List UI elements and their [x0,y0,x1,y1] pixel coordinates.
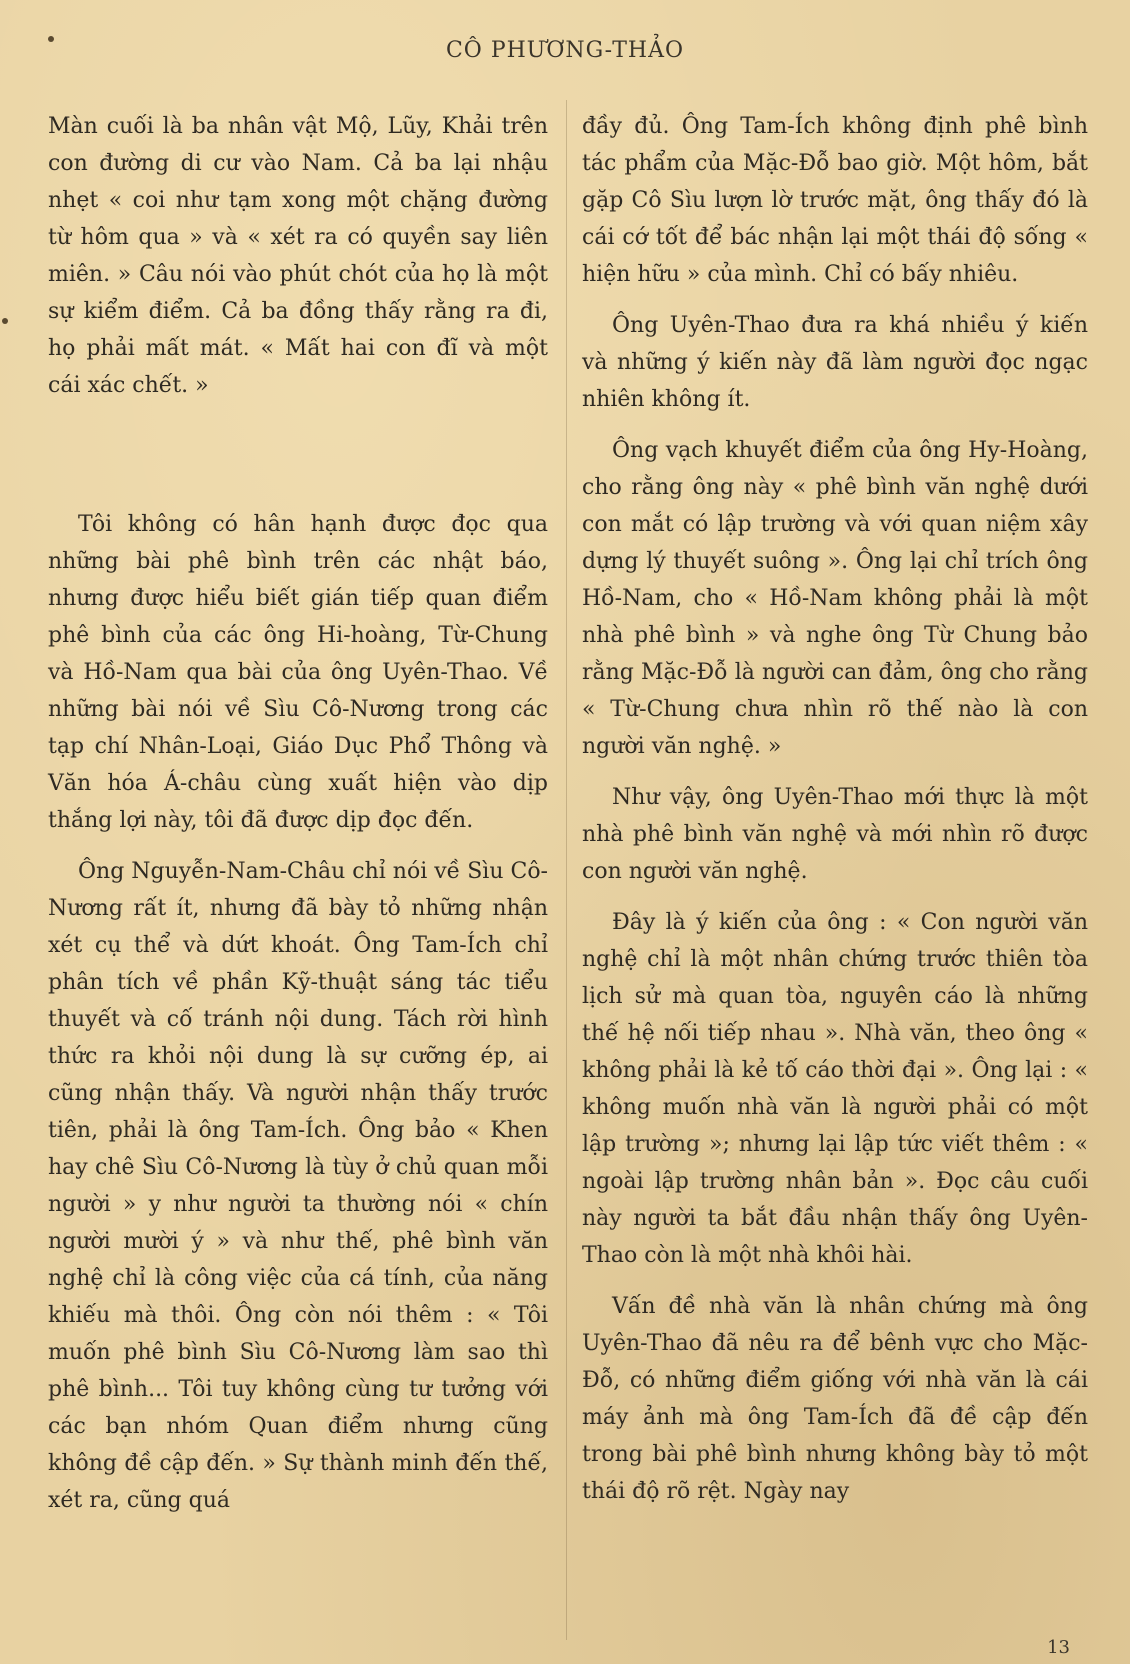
paragraph: Ông Nguyễn-Nam-Châu chỉ nói về Sìu Cô-Nương rất ít, nhưng đã bày tỏ những nhận xét cụ thể và dứt khoát. Ông Tam-Ích chỉ phân tích về phần Kỹ-thuật sáng tác tiểu thuyết và cố tránh nội dung. Tách rời hình thức ra khỏi nội dung là sự cưỡng ép, ai cũng nhận thấy. Và người nhận thấy trước tiên, phải là ông Tam-Ích. Ông bảo « Khen hay chê Sìu Cô-Nương là tùy ở chủ quan mỗi người » y như người ta thường nói « chín người mười ý » và như thế, phê bình văn nghệ chỉ là công việc của cá tính, của năng khiếu mà thôi. Ông còn nói thêm : « Tôi muốn phê bình Sìu Cô-Nương làm sao thì phê bình... Tôi tuy không cùng tư tưởng với các bạn nhóm Quan điểm nhưng cũng không đề cập đến. » Sự thành minh đến thế, xét ra, cũng quá [48,859,548,1513]
column-divider [566,100,567,1640]
ink-speck [2,318,8,324]
section-gap [48,418,548,506]
page-number: 13 [1047,1637,1070,1658]
paragraph: Vấn đề nhà văn là nhân chứng mà ông Uyên-Thao đã nêu ra để bênh vực cho Mặc-Đỗ, có những điểm giống với nhà văn là cái máy ảnh mà ông Tam-Ích đã đề cập đến trong bài phê bình nhưng không bày tỏ một thái độ rõ rệt. Ngày nay [582,1294,1088,1504]
paragraph: Ông Uyên-Thao đưa ra khá nhiều ý kiến và những ý kiến này đã làm người đọc ngạc nhiên không ít. [582,313,1088,412]
paragraph: Tôi không có hân hạnh được đọc qua những bài phê bình trên các nhật báo, nhưng được hiểu biết gián tiếp quan điểm phê bình của các ông Hi-hoàng, Từ-Chung và Hồ-Nam qua bài của ông Uyên-Thao. Về những bài nói về Sìu Cô-Nương trong các tạp chí Nhân-Loại, Giáo Dục Phổ Thông và Văn hóa Á-châu cùng xuất hiện vào dịp thắng lợi này, tôi đã được dịp đọc đến. [48,512,548,833]
paragraph: đầy đủ. Ông Tam-Ích không định phê bình tác phẩm của Mặc-Đỗ bao giờ. Một hôm, bắt gặp Cô Sìu lượn lờ trước mặt, ông thấy đó là cái cớ tốt để bác nhận lại một thái độ sống « hiện hữu » của mình. Chỉ có bấy nhiêu. [582,114,1088,287]
paragraph: Đây là ý kiến của ông : « Con người văn nghệ chỉ là một nhân chứng trước thiên tòa lịch sử mà quan tòa, nguyên cáo là những thế hệ nối tiếp nhau ». Nhà văn, theo ông « không phải là kẻ tố cáo thời đại ». Ông lại : « không muốn nhà văn là người phải có một lập trường »; nhưng lại lập tức viết thêm : « ngoài lập trường nhân bản ». Đọc câu cuối này người ta bắt đầu nhận thấy ông Uyên-Thao còn là một nhà khôi hài. [582,910,1088,1268]
paragraph: Ông vạch khuyết điểm của ông Hy-Hoàng, cho rằng ông này « phê bình văn nghệ dưới con mắt có lập trường và với quan niệm xây dựng lý thuyết suông ». Ông lại chỉ trích ông Hồ-Nam, cho « Hồ-Nam không phải là một nhà phê bình » và nghe ông Từ Chung bảo rằng Mặc-Đỗ là người can đảm, ông cho rằng « Từ-Chung chưa nhìn rõ thế nào là con người văn nghệ. » [582,438,1088,759]
right-column [582,108,1088,1524]
left-column [48,108,548,1533]
paragraph: Màn cuối là ba nhân vật Mộ, Lũy, Khải trên con đường di cư vào Nam. Cả ba lại nhậu nhẹt « coi như tạm xong một chặng đường từ hôm qua » và « xét ra có quyền say liên miên. » Câu nói vào phút chót của họ là một sự kiểm điểm. Cả ba đồng thấy rằng ra đi, họ phải mất mát. « Mất hai con đĩ và một cái xác chết. » [48,114,548,398]
running-header: CÔ PHƯƠNG-THẢO [445,38,685,63]
paragraph: Như vậy, ông Uyên-Thao mới thực là một nhà phê bình văn nghệ và mới nhìn rõ được con người văn nghệ. [582,785,1088,884]
